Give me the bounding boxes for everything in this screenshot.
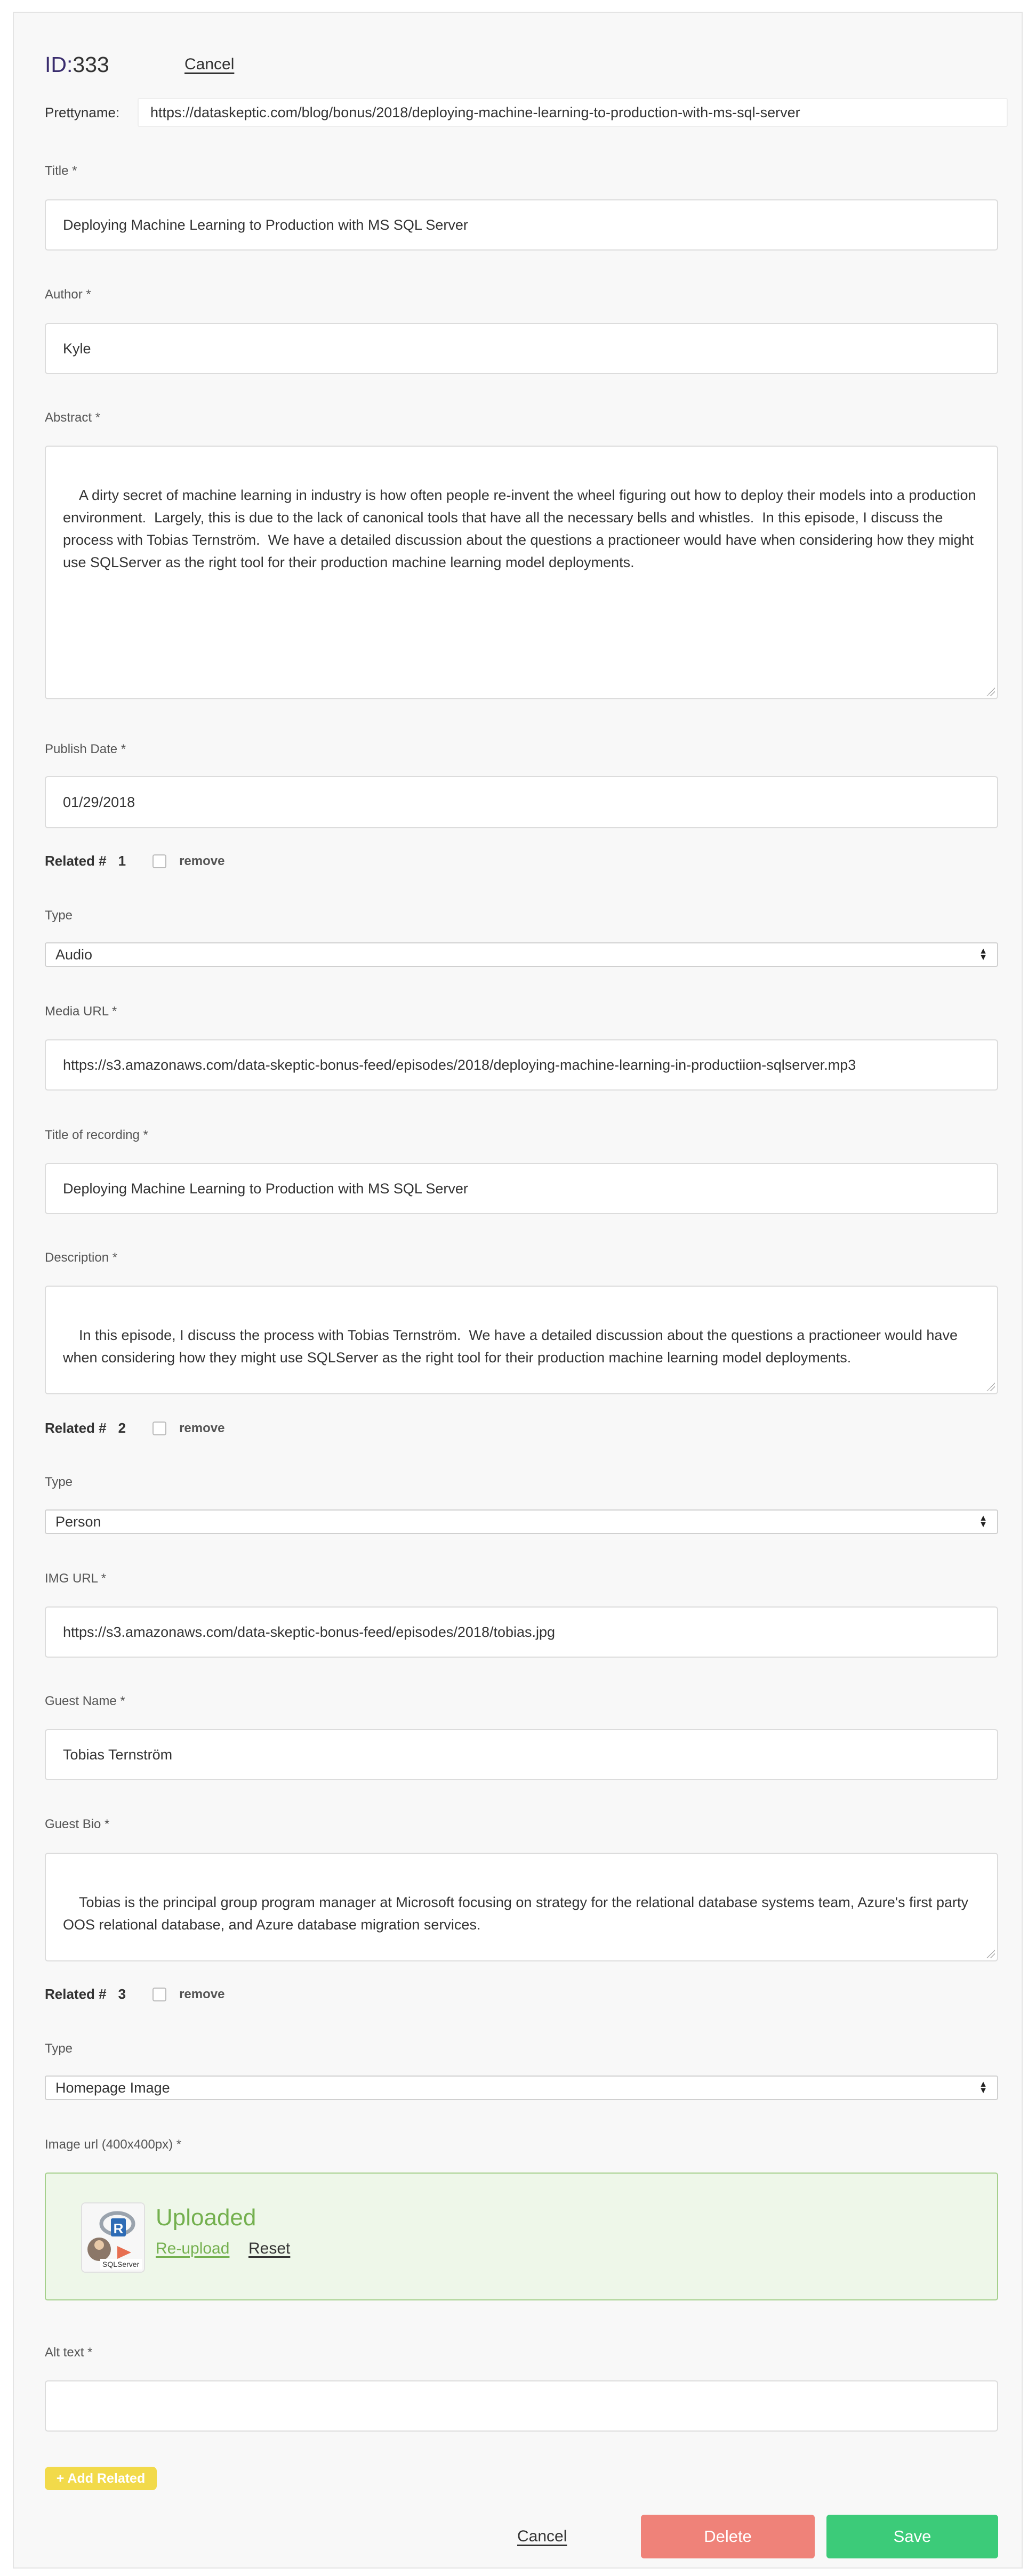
- prettyname-input[interactable]: https://dataskeptic.com/blog/bonus/2018/deploying-machine-learning-to-production-with-ms-sql-server: [138, 98, 1008, 127]
- related-number: 1: [118, 853, 126, 869]
- remove-label: remove: [179, 1986, 225, 2001]
- title-label: Title *: [45, 164, 77, 178]
- related-1-type-label: Type: [45, 908, 73, 923]
- image-upload-box[interactable]: [45, 2173, 998, 2300]
- selected-type: Homepage Image: [55, 2079, 170, 2096]
- author-input[interactable]: Kyle: [45, 323, 998, 374]
- r-sqlserver-logo-icon: [81, 2202, 145, 2273]
- img-url-label: IMG URL *: [45, 1571, 107, 1586]
- reupload-link[interactable]: Re-upload: [156, 2240, 230, 2257]
- related-heading: Related #: [45, 1986, 107, 2002]
- resize-grip-icon[interactable]: [986, 1383, 995, 1391]
- related-3-type-select[interactable]: [45, 2076, 998, 2100]
- remove-label: remove: [179, 853, 225, 868]
- id-value: 333: [73, 52, 109, 77]
- updown-arrows-icon: ▲ ▼: [979, 947, 987, 962]
- abstract-label: Abstract *: [45, 410, 101, 425]
- related-3-type-label: Type: [45, 2041, 73, 2056]
- related-2-type-label: Type: [45, 1475, 73, 1489]
- thumbnail-caption: SQLServer: [102, 2260, 140, 2268]
- selected-type: Person: [55, 1513, 101, 1530]
- delete-button[interactable]: Delete: [641, 2515, 815, 2558]
- abstract-textarea[interactable]: [45, 446, 998, 699]
- related-heading: Related #: [45, 1420, 107, 1436]
- editor-panel: [13, 12, 1023, 2569]
- remove-label: remove: [179, 1420, 225, 1435]
- episode-id: [45, 52, 109, 77]
- related-3-header: [45, 1986, 224, 2002]
- resize-grip-icon[interactable]: [986, 688, 995, 696]
- selected-type: Audio: [55, 946, 93, 963]
- save-button[interactable]: Save: [826, 2515, 998, 2558]
- reset-link[interactable]: Reset: [248, 2240, 291, 2257]
- related-2-header: [45, 1420, 224, 1436]
- related-1-header: [45, 853, 224, 869]
- guest-name-input[interactable]: Tobias Ternström: [45, 1729, 998, 1780]
- title-input[interactable]: Deploying Machine Learning to Production with MS SQL Server: [45, 199, 998, 251]
- guest-bio-textarea[interactable]: [45, 1853, 998, 1961]
- prettyname-label: Prettyname:: [45, 104, 120, 120]
- author-label: Author *: [45, 287, 91, 302]
- img-url-input[interactable]: https://s3.amazonaws.com/data-skeptic-bonus-feed/episodes/2018/tobias.jpg: [45, 1606, 998, 1658]
- related-heading: Related #: [45, 853, 107, 869]
- guest-bio-text: Tobias is the principal group program manager at Microsoft focusing on strategy for the relational database systems team, Azure's first party OOS relational database, and Azure database migration services.: [63, 1894, 973, 1933]
- related-1-remove-checkbox[interactable]: [152, 854, 166, 868]
- guest-bio-label: Guest Bio *: [45, 1817, 110, 1831]
- recording-title-input[interactable]: Deploying Machine Learning to Production with MS SQL Server: [45, 1163, 998, 1214]
- media-url-label: Media URL *: [45, 1004, 117, 1019]
- description-text: In this episode, I discuss the process with Tobias Ternström. We have a detailed discussion about the questions a practioneer would have when considering how they might use SQLServer as the right tool for their production machine learning model deployments.: [63, 1327, 962, 1366]
- resize-grip-icon[interactable]: [986, 1950, 995, 1958]
- related-number: 2: [118, 1420, 126, 1436]
- add-related-button[interactable]: + Add Related: [45, 2467, 157, 2490]
- header-cancel-link[interactable]: Cancel: [184, 55, 235, 73]
- recording-title-label: Title of recording *: [45, 1128, 148, 1142]
- publish-date-input[interactable]: 01/29/2018: [45, 776, 998, 828]
- footer-cancel-link[interactable]: Cancel: [517, 2527, 567, 2545]
- alt-text-label: Alt text *: [45, 2345, 93, 2360]
- media-url-input[interactable]: https://s3.amazonaws.com/data-skeptic-bonus-feed/episodes/2018/deploying-machine-learning-in-productiion-sqlserver.mp3: [45, 1039, 998, 1091]
- id-key-label: ID:: [45, 52, 73, 77]
- upload-status: Uploaded: [156, 2204, 256, 2231]
- description-label: Description *: [45, 1250, 118, 1265]
- publish-date-label: Publish Date *: [45, 742, 126, 756]
- related-number: 3: [118, 1986, 126, 2002]
- guest-name-label: Guest Name *: [45, 1694, 125, 1708]
- description-textarea[interactable]: [45, 1286, 998, 1394]
- updown-arrows-icon: ▲ ▼: [979, 1514, 987, 1529]
- abstract-text: A dirty secret of machine learning in industry is how often people re-invent the wheel figuring out how to deploy their models into a production environment. Largely, this is due to the lack of canonical tools that have all the necessary bells and whistles. In this episode, I discuss the process with Tobias Ternström. We have a detailed discussion about the questions a practioneer would have when considering how they might use SQLServer as the right tool for their production machine learning model deployments.: [63, 487, 980, 570]
- related-1-type-select[interactable]: [45, 942, 998, 967]
- image-url-label: Image url (400x400px) *: [45, 2137, 182, 2152]
- related-2-type-select[interactable]: [45, 1509, 998, 1534]
- alt-text-input[interactable]: [45, 2380, 998, 2432]
- related-2-remove-checkbox[interactable]: [152, 1422, 166, 1435]
- svg-text:R: R: [113, 2220, 124, 2236]
- related-3-remove-checkbox[interactable]: [152, 1988, 166, 2001]
- updown-arrows-icon: ▲ ▼: [979, 2080, 987, 2095]
